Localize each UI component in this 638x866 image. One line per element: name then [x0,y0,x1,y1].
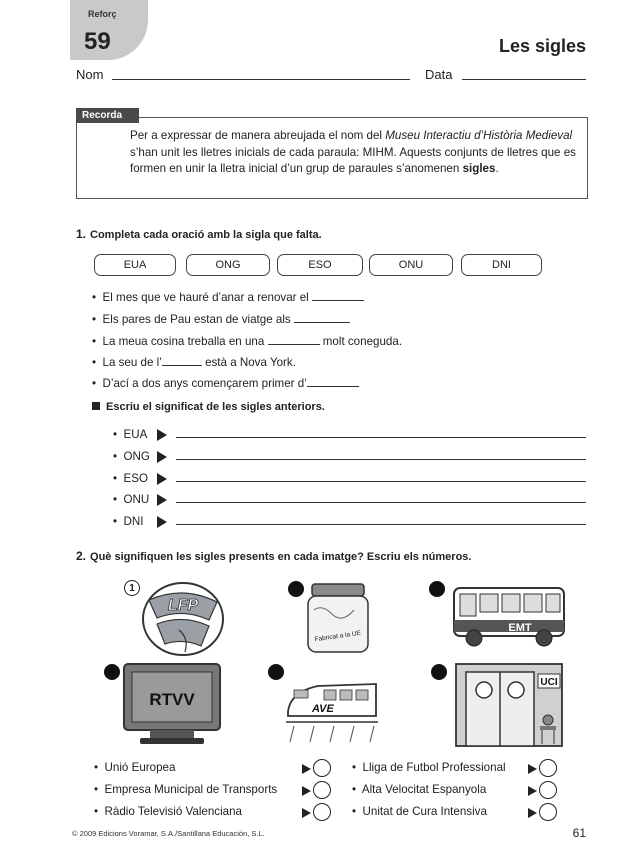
image-number-1: 1 [124,580,140,596]
arrow-right-icon [302,764,311,774]
meaning-field-ong[interactable] [176,459,586,460]
sentence-3: • La meua cosina treballa en una molt coneguda. [92,335,403,348]
sentence-4-blank[interactable] [162,364,202,366]
rtvv-tv-image [120,660,224,746]
arrow-right-icon [528,764,537,774]
meaning-label-eua: • EUA [113,428,148,441]
arrow-right-icon [157,473,167,485]
sentence-3-blank[interactable] [268,343,320,345]
meaning-field-onu[interactable] [176,502,586,503]
exercise-1-heading: 1. Completa cada oració amb la sigla que falta. [76,227,322,241]
emt-bus-image [448,580,568,650]
sentence-2-blank[interactable] [294,321,350,323]
page-title: Les sigles [498,36,586,56]
answer-circle-uci[interactable] [539,803,557,821]
sentence-1-blank[interactable] [312,299,364,301]
arrow-right-icon [157,429,167,441]
square-bullet-icon [92,402,100,410]
jar-text: Fabricat a la UE [314,629,362,644]
arrow-right-icon [528,808,537,818]
option-dni: DNI [461,254,542,276]
data-label: Data [425,67,453,82]
image-number-6-blank [431,664,447,680]
copyright: © 2009 Edicions Voramar, S.A./Santillana Educación, S.L. [72,829,265,838]
image-number-3-blank [429,581,445,597]
sentence-5-blank[interactable] [307,385,359,387]
answer-circle-lfp[interactable] [539,759,557,777]
legend-rtvv: • Ràdio Televisió Valenciana [94,805,243,818]
ave-train-image [284,662,380,746]
legend-lfp: • Lliga de Futbol Professional [352,761,506,774]
legend-ave: • Alta Velocitat Espanyola [352,783,487,796]
nom-field[interactable] [112,79,410,80]
jar-image [302,580,378,658]
sentence-5: • D’ací a dos anys començarem primer d’ [92,377,359,390]
image-number-5-blank [268,664,284,680]
meanings-instruction: Escriu el significat de les sigles anteriors. [92,401,325,413]
arrow-right-icon [157,451,167,463]
arrow-right-icon [302,808,311,818]
meaning-label-eso: • ESO [113,472,148,485]
answer-circle-ue[interactable] [313,759,331,777]
uci-text: UCI [540,677,558,688]
arrow-right-icon [157,516,167,528]
option-onu: ONU [369,254,453,276]
sentence-1: • El mes que ve hauré d’anar a renovar el [92,291,364,304]
option-eso: ESO [277,254,363,276]
recorda-text: Per a expressar de manera abreujada el nom del Museu Interactiu d’Història Medieval s’han unit les lletres inicials de cada paraula: MIHM. Aquests conjunts de lletres que es formen en unir la lletra inicial d’un grup de paraules s’anomenen sigles. [130,129,576,175]
ave-text: AVE [312,703,334,715]
arrow-right-icon [302,786,311,796]
sentence-4: • La seu de l’ està a Nova York. [92,356,296,369]
lfp-text: LFP [167,597,199,614]
legend-uci: • Unitat de Cura Intensiva [352,805,487,818]
meaning-label-dni: • DNI [113,515,144,528]
meaning-label-ong: • ONG [113,450,150,463]
option-eua: EUA [94,254,176,276]
nom-label: Nom [76,67,104,82]
meaning-field-eso[interactable] [176,481,586,482]
exercise-2-heading: 2. Què signifiquen les sigles presents en cada imatge? Escriu els números. [76,549,472,563]
sentence-2: • Els pares de Pau estan de viatge als [92,313,350,326]
legend-unio-europea: • Unió Europea [94,761,176,774]
option-ong: ONG [186,254,270,276]
answer-circle-emt[interactable] [313,781,331,799]
rtvv-text: RTVV [149,690,195,709]
image-number-4-blank [104,664,120,680]
meaning-label-onu: • ONU [113,493,150,506]
arrow-right-icon [157,494,167,506]
answer-circle-rtvv[interactable] [313,803,331,821]
legend-emt: • Empresa Municipal de Transports [94,783,278,796]
reforc-label: Reforç [88,9,117,19]
meaning-field-dni[interactable] [176,524,586,525]
arrow-right-icon [528,786,537,796]
worksheet-number: 59 [84,28,111,55]
page-number: 61 [572,826,586,840]
meaning-field-eua[interactable] [176,437,586,438]
answer-circle-ave[interactable] [539,781,557,799]
emt-text: EMT [508,622,532,634]
recorda-label: Recorda [76,108,139,123]
uci-door-image [454,662,564,748]
data-field[interactable] [462,79,586,80]
lfp-ball-image [139,580,227,658]
